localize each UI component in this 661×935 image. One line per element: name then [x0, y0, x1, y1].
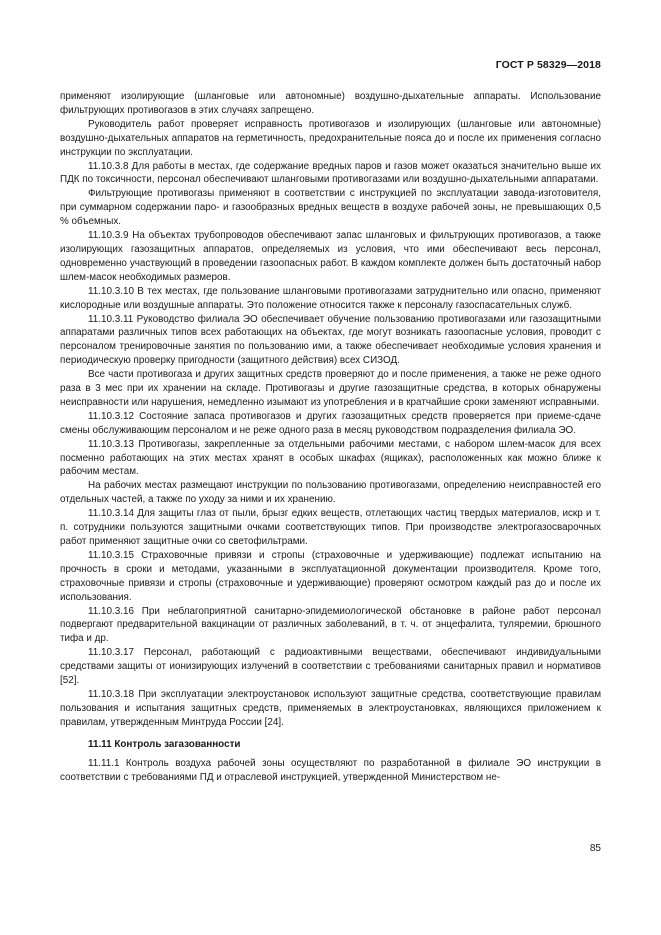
paragraph: 11.10.3.11 Руководство филиала ЭО обеспечивает обучение пользованию противогазами или газозащитными аппаратами различных типов всех работающих на объектах, где могут возникать газоопасные условия, проводит с персоналом тренировочные занятия по пользованию ими, а также обеспечивает необходимые условия хранения и периодическую проверку пригодности (защитного действия) всех СИЗОД.	[60, 313, 601, 367]
paragraph: Фильтрующие противогазы применяют в соответствии с инструкцией по эксплуатации завода-изготовителя, при суммарном содержании паро- и газообразных вредных веществ в воздухе рабочей зоны, не превышающих 0,5 % объемных.	[60, 188, 601, 228]
paragraph: 11.10.3.10 В тех местах, где пользование шланговыми противогазами затруднительно или опасно, применяют кислородные или воздушные аппараты. Это положение относится также к персоналу газоспасательных служб.	[60, 285, 601, 311]
paragraph: 11.11.1 Контроль воздуха рабочей зоны осуществляют по разработанной в филиале ЭО инструкции в соответствии с требованиями ПД и отраслевой инструкцией, утвержденной Министерством не-	[60, 757, 601, 783]
paragraph: 11.10.3.17 Персонал, работающий с радиоактивными веществами, обеспечивают индивидуальными средствами защиты от ионизирующих излучений в соответствии с требованиями санитарных правил и нормативов [52].	[60, 647, 601, 687]
paragraph: Все части противогаза и других защитных средств проверяют до и после применения, а также не реже одного раза в 3 мес при их хранении на складе. Противогазы и другие газозащитные средства, в которых обнаружены неисправности или нарушения, немедленно изымают из употребления и в кратчайшие сроки заменяют исправными.	[60, 369, 601, 408]
page-number: 85	[589, 843, 601, 854]
paragraph: 11.10.3.16 При неблагоприятной санитарно-эпидемиологической обстановке в районе работ персонал подвергают предварительной вакцинации от различных заболеваний, в т. ч. от энцефалита, туляремии, брюшного тифа и др.	[60, 605, 601, 645]
paragraph: 11.10.3.13 Противогазы, закрепленные за отдельными рабочими местами, с набором шлем-масок для всех посменно работающих на этих местах хранят в особых шкафах (ящиках), расположенных как можно ближе к рабочим местам.	[60, 438, 601, 478]
paragraph: 11.10.3.14 Для защиты глаз от пыли, брызг едких веществ, отлетающих частиц твердых материалов, искр и т. п. сотрудники пользуются защитными очками соответствующих типов. При производстве электрогазосварочных работ применяют защитные очки со светофильтрами.	[60, 508, 601, 547]
section-heading: 11.11 Контроль загазованности	[88, 738, 241, 750]
paragraph: 11.10.3.15 Страховочные привязи и стропы (страховочные и удерживающие) подлежат испытанию на прочность в сроки и методами, указанными в эксплуатационной документации производителя. Кроме того, страховочные привязи и стропы (страховочные и удерживающие) проверяют осмотром каждый раз до и после их использования.	[60, 549, 601, 603]
paragraph: 11.10.3.18 При эксплуатации электроустановок используют защитные средства, соответствующие правилам пользования и испытания защитных средств, применяемых в электроустановках, являющихся приложением к правилам, утвержденным Минтруда России [24].	[60, 688, 601, 728]
paragraph: 11.10.3.12 Состояние запаса противогазов и других газозащитных средств проверяется при приеме-сдаче смены обслуживающим персоналом и не реже одного раза в месяц руководством подразделения филиала ЭО.	[60, 410, 601, 436]
paragraph: 11.10.3.8 Для работы в местах, где содержание вредных паров и газов может оказаться значительно выше их ПДК по токсичности, персонал обеспечивают шланговыми противогазами или воздушно-дыхательными аппаратами.	[60, 160, 601, 186]
paragraph: Руководитель работ проверяет исправность противогазов и изолирующих (шланговые или автономные) воздушно-дыхательных аппаратов на герметичность, предохранительные пояса до и после их применения согласно инструкции по эксплуатации.	[60, 118, 601, 158]
paragraph: применяют изолирующие (шланговые или автономные) воздушно-дыхательные аппараты. Использование фильтрующих противогазов в этих случаях запрещено.	[60, 91, 601, 116]
paragraph: На рабочих местах размещают инструкции по пользованию противогазами, определению неисправностей его отдельных частей, а также по уходу за ними и их хранению.	[60, 480, 601, 506]
standard-header: ГОСТ Р 58329—2018	[495, 59, 601, 71]
document-body	[60, 90, 601, 784]
paragraph: 11.10.3.9 На объектах трубопроводов обеспечивают запас шланговых и фильтрующих противогазов, а также изолирующих газозащитных аппаратов, определяемых из условия, что ими обеспечивают весь персонал, одновременно участвующий в проведении газоопасных работ. В каждом комплекте должен быть достаточный набор шлем-масок необходимых размеров.	[60, 230, 601, 283]
